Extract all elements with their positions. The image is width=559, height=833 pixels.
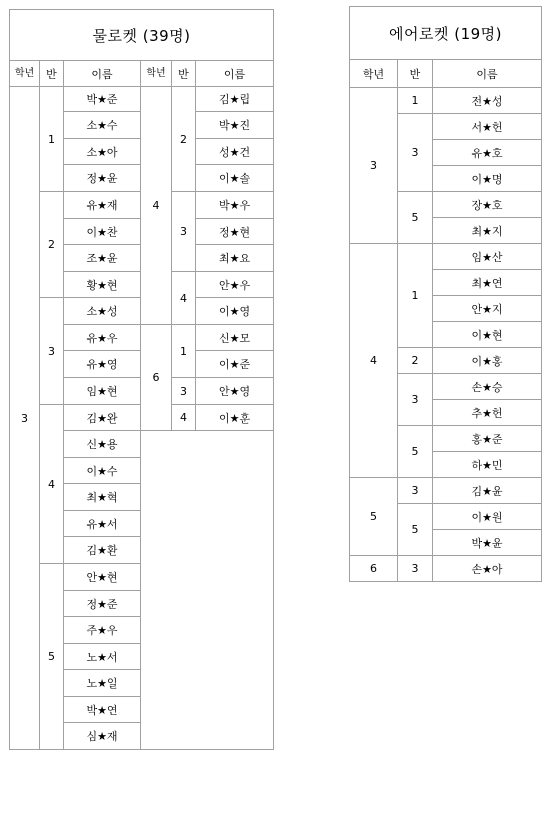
student-name: 박★연 xyxy=(64,697,141,723)
student-name: 주★우 xyxy=(64,617,141,644)
student-name: 김★윤 xyxy=(433,478,542,504)
class-cell: 1 xyxy=(398,244,433,348)
grade-cell: 4 xyxy=(350,244,398,478)
student-name: 하★민 xyxy=(433,452,542,478)
student-name: 홍★준 xyxy=(433,426,542,452)
student-name: 박★진 xyxy=(196,112,274,139)
class-cell: 3 xyxy=(398,478,433,504)
student-name: 유★서 xyxy=(64,511,141,537)
student-name: 박★준 xyxy=(64,87,141,112)
class-cell: 3 xyxy=(398,114,433,192)
class-cell: 4 xyxy=(172,272,196,325)
student-name: 노★서 xyxy=(64,644,141,670)
class-cell: 5 xyxy=(398,504,433,556)
class-cell: 4 xyxy=(40,405,64,564)
class-cell: 3 xyxy=(40,298,64,405)
student-name: 유★영 xyxy=(64,351,141,378)
student-name: 조★윤 xyxy=(64,245,141,272)
header-row xyxy=(10,61,274,87)
student-name: 유★우 xyxy=(64,325,141,351)
table-row xyxy=(350,88,542,114)
header-class: 반 xyxy=(172,61,196,87)
class-cell: 1 xyxy=(398,88,433,114)
student-name: 최★지 xyxy=(433,218,542,244)
class-cell: 2 xyxy=(172,87,196,192)
grade-cell: 4 xyxy=(141,87,172,325)
student-name: 박★우 xyxy=(196,192,274,219)
class-cell: 1 xyxy=(172,325,196,378)
student-name: 추★헌 xyxy=(433,400,542,426)
student-name: 이★명 xyxy=(433,166,542,192)
class-cell: 3 xyxy=(172,378,196,405)
student-name: 장★호 xyxy=(433,192,542,218)
table-row xyxy=(350,244,542,270)
student-name: 성★건 xyxy=(196,139,274,165)
student-name: 소★성 xyxy=(64,298,141,325)
student-name: 신★모 xyxy=(196,325,274,351)
student-name: 이★솔 xyxy=(196,165,274,192)
table-row xyxy=(350,478,542,504)
grade-cell: 6 xyxy=(350,556,398,582)
empty-area xyxy=(141,431,274,750)
title-row xyxy=(350,7,542,60)
student-name: 김★완 xyxy=(64,405,141,431)
student-name: 이★현 xyxy=(433,322,542,348)
class-cell: 2 xyxy=(398,348,433,374)
class-cell: 3 xyxy=(172,192,196,272)
student-name: 신★용 xyxy=(64,431,141,458)
student-name: 손★승 xyxy=(433,374,542,400)
student-name: 이★준 xyxy=(196,351,274,378)
student-name: 이★원 xyxy=(433,504,542,530)
class-cell: 2 xyxy=(40,192,64,298)
class-cell: 5 xyxy=(398,426,433,478)
student-name: 김★립 xyxy=(196,87,274,112)
student-name: 임★현 xyxy=(64,378,141,405)
header-grade: 학년 xyxy=(141,61,172,87)
student-name: 이★수 xyxy=(64,458,141,484)
air-rocket-title: 에어로켓 (19명) xyxy=(350,7,542,60)
class-cell: 4 xyxy=(172,405,196,431)
student-name: 안★우 xyxy=(196,272,274,298)
grade-cell: 6 xyxy=(141,325,172,431)
student-name: 임★산 xyxy=(433,244,542,270)
student-name: 이★홍 xyxy=(433,348,542,374)
header-class: 반 xyxy=(40,61,64,87)
water-rocket-title: 물로켓 (39명) xyxy=(10,10,274,61)
student-name: 최★요 xyxy=(196,245,274,272)
student-name: 노★일 xyxy=(64,670,141,697)
student-name: 유★호 xyxy=(433,140,542,166)
class-cell: 5 xyxy=(398,192,433,244)
student-name: 안★영 xyxy=(196,378,274,405)
water-rocket-table xyxy=(9,9,274,750)
student-name: 전★성 xyxy=(433,88,542,114)
grade-cell: 3 xyxy=(10,87,40,750)
class-cell: 5 xyxy=(40,564,64,750)
header-name: 이름 xyxy=(196,61,274,87)
header-grade: 학년 xyxy=(350,60,398,88)
student-name: 최★혁 xyxy=(64,484,141,511)
title-row xyxy=(10,10,274,61)
student-name: 손★아 xyxy=(433,556,542,582)
class-cell: 3 xyxy=(398,374,433,426)
student-name: 소★아 xyxy=(64,139,141,165)
student-name: 서★헌 xyxy=(433,114,542,140)
student-name: 소★수 xyxy=(64,112,141,139)
air-rocket-table xyxy=(349,6,542,582)
student-name: 최★연 xyxy=(433,270,542,296)
header-class: 반 xyxy=(398,60,433,88)
student-name: 이★영 xyxy=(196,298,274,325)
student-name: 심★재 xyxy=(64,723,141,750)
class-cell: 1 xyxy=(40,87,64,192)
student-name: 이★찬 xyxy=(64,219,141,245)
student-name: 안★지 xyxy=(433,296,542,322)
header-grade: 학년 xyxy=(10,61,40,87)
student-name: 안★현 xyxy=(64,564,141,591)
class-cell: 3 xyxy=(398,556,433,582)
grade-cell: 5 xyxy=(350,478,398,556)
student-name: 유★재 xyxy=(64,192,141,219)
header-row xyxy=(350,60,542,88)
student-name: 이★훈 xyxy=(196,405,274,431)
student-name: 황★현 xyxy=(64,272,141,298)
student-name: 정★현 xyxy=(196,219,274,245)
student-name: 정★윤 xyxy=(64,165,141,192)
student-name: 박★윤 xyxy=(433,530,542,556)
table-row xyxy=(10,87,274,112)
header-name: 이름 xyxy=(64,61,141,87)
student-name: 정★준 xyxy=(64,591,141,617)
grade-cell: 3 xyxy=(350,88,398,244)
header-name: 이름 xyxy=(433,60,542,88)
table-row xyxy=(350,556,542,582)
student-name: 김★환 xyxy=(64,537,141,564)
